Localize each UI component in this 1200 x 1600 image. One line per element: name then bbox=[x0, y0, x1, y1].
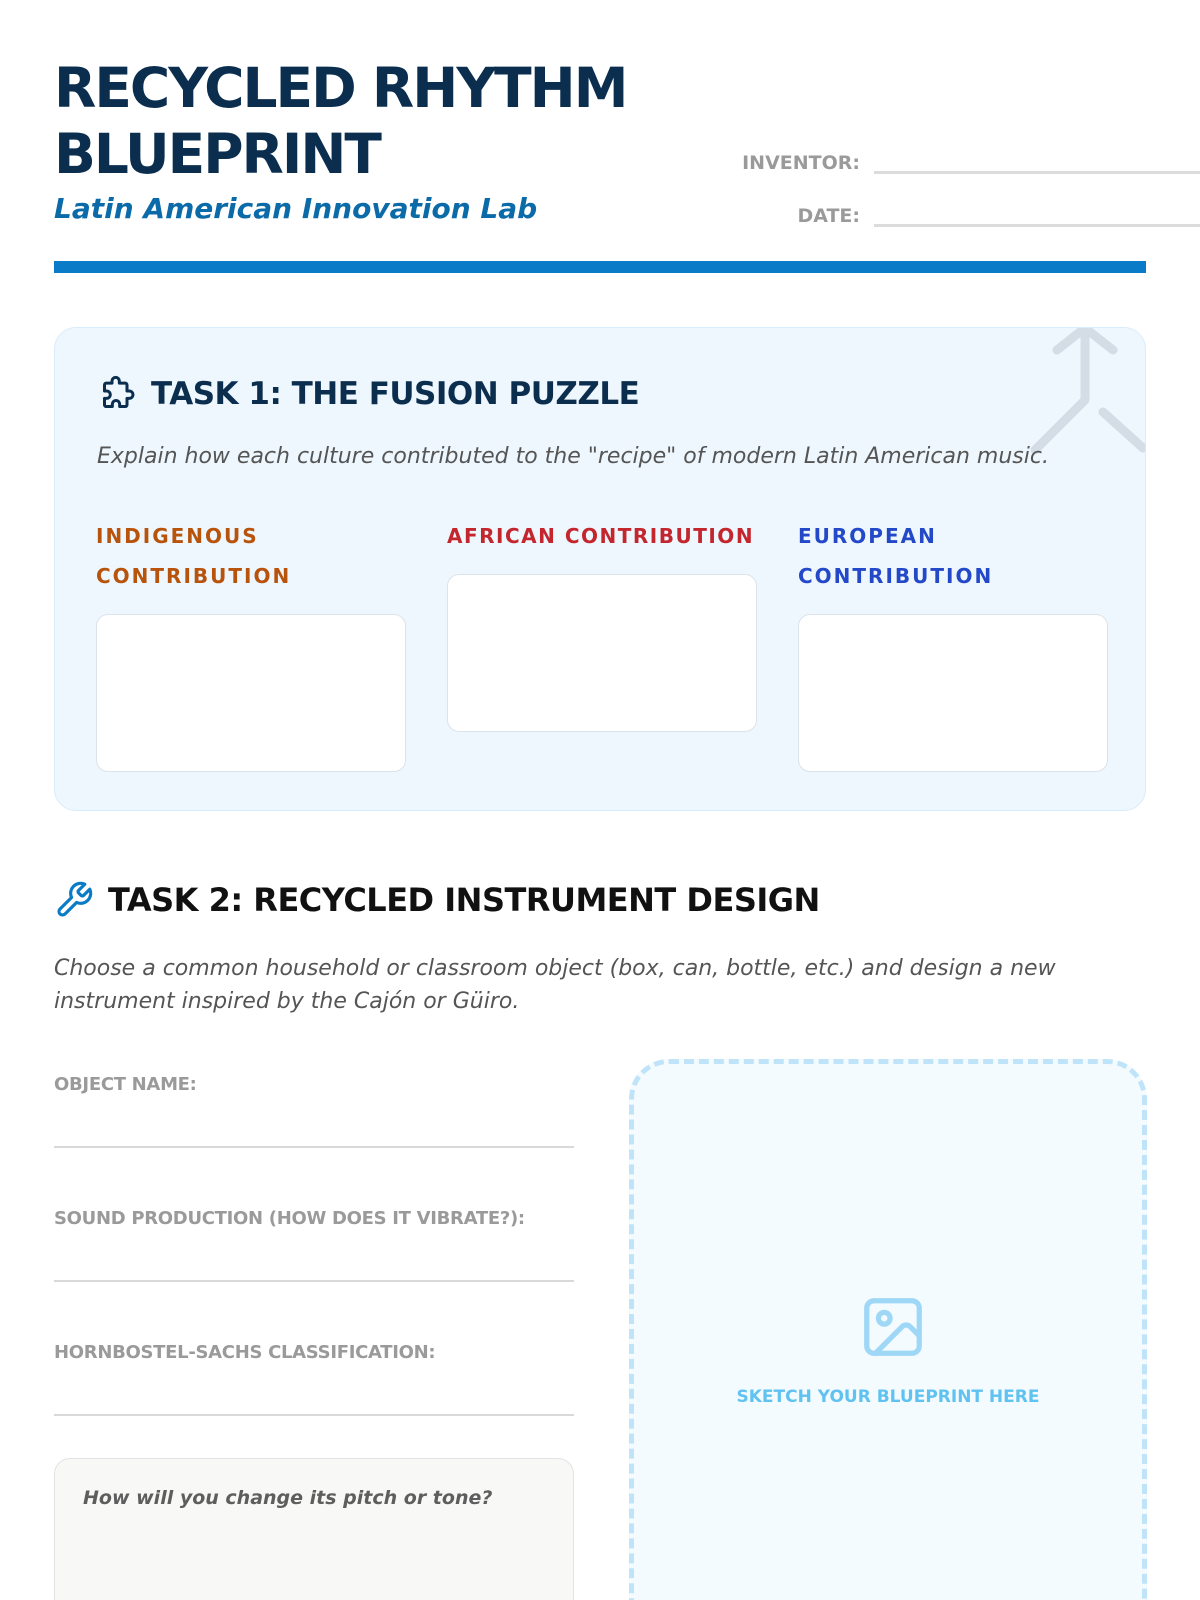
inventor-label: INVENTOR: bbox=[742, 152, 860, 174]
header-divider bbox=[54, 261, 1146, 273]
task2-description: Choose a common household or classroom object (box, can, bottle, etc.) and design a new instrument inspired by the Cajón or Güiro. bbox=[54, 956, 1056, 1014]
object-name-field[interactable] bbox=[54, 1074, 574, 1148]
image-icon bbox=[858, 1292, 928, 1362]
task1-description: Explain how each culture contributed to the "recipe" of modern Latin American music. bbox=[97, 444, 1049, 469]
sketch-area[interactable] bbox=[629, 1059, 1147, 1600]
sketch-label: SKETCH YOUR BLUEPRINT HERE bbox=[736, 1387, 1040, 1407]
date-row bbox=[674, 201, 1200, 227]
task2-heading-text: TASK 2: RECYCLED INSTRUMENT DESIGN bbox=[108, 881, 820, 919]
sound-production-field[interactable] bbox=[54, 1208, 574, 1282]
task2-heading bbox=[54, 880, 820, 920]
object-name-label: OBJECT NAME: bbox=[54, 1074, 197, 1095]
european-label: EUROPEAN CONTRIBUTION bbox=[798, 524, 994, 588]
indigenous-label: INDIGENOUS CONTRIBUTION bbox=[96, 524, 292, 588]
indigenous-answer-box[interactable] bbox=[96, 614, 406, 772]
task1-heading-text: TASK 1: THE FUSION PUZZLE bbox=[151, 376, 640, 412]
pitch-question: How will you change its pitch or tone? bbox=[83, 1487, 493, 1509]
inventor-input-line[interactable] bbox=[874, 148, 1200, 174]
classification-field[interactable] bbox=[54, 1342, 574, 1416]
task1-panel bbox=[54, 327, 1146, 811]
page-header bbox=[54, 0, 1146, 275]
african-column bbox=[447, 516, 757, 732]
wrench-icon bbox=[54, 880, 94, 920]
page-title: RECYCLED RHYTHM BLUEPRINT bbox=[54, 56, 627, 186]
european-column bbox=[798, 516, 1108, 772]
african-label: AFRICAN CONTRIBUTION bbox=[447, 524, 755, 548]
inventor-row bbox=[674, 148, 1200, 174]
european-answer-box[interactable] bbox=[798, 614, 1108, 772]
african-answer-box[interactable] bbox=[447, 574, 757, 732]
puzzle-icon bbox=[97, 374, 137, 414]
indigenous-column bbox=[96, 516, 406, 772]
task1-heading bbox=[97, 374, 639, 414]
classification-label: HORNBOSTEL-SACHS CLASSIFICATION: bbox=[54, 1342, 436, 1363]
date-label: DATE: bbox=[797, 205, 860, 227]
page-subtitle: Latin American Innovation Lab bbox=[54, 192, 538, 225]
pitch-question-box[interactable] bbox=[54, 1458, 574, 1600]
sound-production-label: SOUND PRODUCTION (HOW DOES IT VIBRATE?): bbox=[54, 1208, 525, 1229]
date-input-line[interactable] bbox=[874, 201, 1200, 227]
